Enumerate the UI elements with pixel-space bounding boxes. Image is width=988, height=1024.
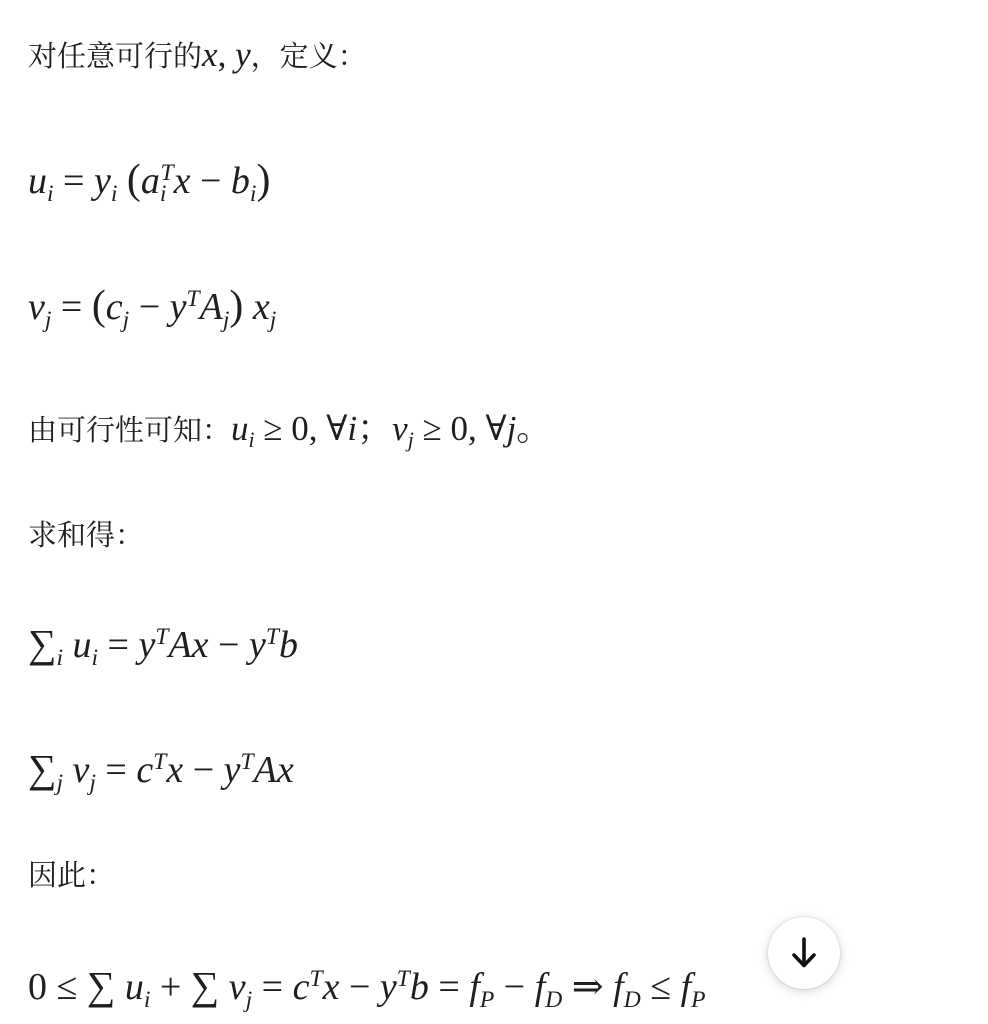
math-xy: x, y xyxy=(202,35,251,74)
equation-u-def: ui = yi $(ai^Tx - bi)$ xyxy=(28,157,271,207)
definition-intro-text: 对任意可行的 xyxy=(28,39,203,73)
feasibility-statement xyxy=(28,408,551,450)
result-sub: D xyxy=(623,986,641,1013)
definition-intro xyxy=(28,34,367,76)
equation-v-def: vj = $(cj - y^TAj)$ xj xyxy=(28,283,277,333)
equation-sum-v: ∑j vj = $c^Tx - y^TAx$ xyxy=(28,746,294,796)
feasibility-text: 由可行性可知： xyxy=(28,413,232,447)
definition-intro-tail: ，定义： xyxy=(250,39,367,73)
arrow-down-icon xyxy=(789,936,819,970)
therefore-label xyxy=(28,858,115,893)
scroll-down-button[interactable] xyxy=(768,917,840,989)
summation-intro xyxy=(28,518,144,553)
equation-duality-gap: 0 ≤ ∑ ui + ∑ vj = $c^Tx - y^Tb$ = fP − fD ⇒ fD ≤ fP xyxy=(28,963,706,1013)
result-f: f xyxy=(613,966,624,1008)
math-nonneg: ui ≥ 0, ∀i；vj ≥ 0, ∀j。 xyxy=(231,409,552,452)
summation-intro-text: 求和得： xyxy=(28,518,145,552)
therefore-text: 因此： xyxy=(28,858,116,892)
equation-sum-u: ∑i ui = $y^TAx - y^Tb$ xyxy=(28,621,298,671)
